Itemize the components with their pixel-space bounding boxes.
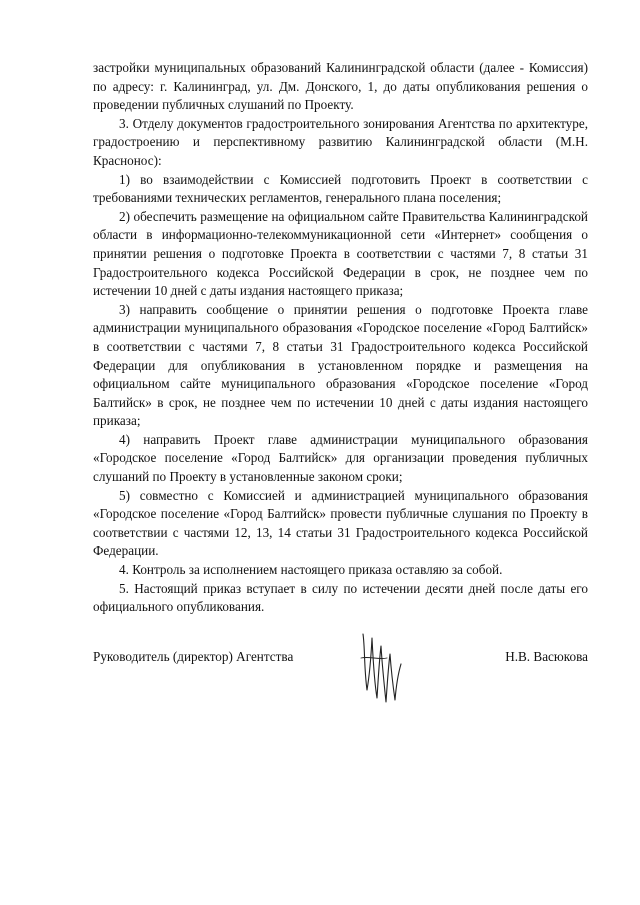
paragraph-subitem-2: 2) обеспечить размещение на официальном сайте Правительства Калининградской области в информационно-телекоммуникационной сети «Интернет» сообщения о принятии решения о подготовке Проекта в соответствии с частями 7, 8 статьи 31 Градостроительного кодекса Российской Федерации в срок, не позднее чем по истечении 10 дней с даты издания настоящего приказа;: [93, 208, 588, 299]
signatory-title: Руководитель (директор) Агентства: [93, 649, 294, 664]
paragraph-subitem-4: 4) направить Проект главе администрации муниципального образования «Городское поселение «Город Балтийск» для организации проведения публичных слушаний по Проекту в установленные законом сроки;: [93, 431, 588, 485]
signature-block: [93, 628, 588, 708]
document-body: [93, 59, 588, 617]
paragraph-subitem-3: 3) направить сообщение о принятии решения о подготовке Проекта главе администрации муниципального образования «Городское поселение «Город Балтийск» в соответствии с частями 7, 8 статьи 31 Градостроительного кодекса Российской Федерации для опубликования в установленном порядке и размещения на официальном сайте муниципального образования «Городское поселение «Город Балтийск» в срок, не позднее чем по истечении 10 дней с даты издания настоящего приказа;: [93, 301, 588, 429]
paragraph-item-5: 5. Настоящий приказ вступает в силу по истечении десяти дней после даты его официального опубликования.: [93, 580, 588, 615]
paragraph-subitem-5: 5) совместно с Комиссией и администрацией муниципального образования «Городское поселение «Город Балтийск» провести публичные слушания по Проекту в соответствии с частями 12, 13, 14 статьи 31 Градостроительного кодекса Российской Федерации.: [93, 487, 588, 559]
paragraph-item-3: 3. Отделу документов градостроительного зонирования Агентства по архитектуре, градостроению и перспективному развитию Калининградской области (М.Н. Краснонос):: [93, 115, 588, 168]
handwritten-signature: [357, 628, 407, 708]
paragraph-item-4: 4. Контроль за исполнением настоящего приказа оставляю за собой.: [119, 562, 503, 578]
paragraph-subitem-1: 1) во взаимодействии с Комиссией подготовить Проект в соответствии с требованиями технических регламентов, генерального плана поселения;: [93, 171, 588, 206]
paragraph-commission-address: застройки муниципальных образований Калининградской области (далее - Комиссия) по адресу: г. Калининград, ул. Дм. Донского, 1, до даты опубликования решения о проведении публичных слушаний по Проекту.: [93, 60, 588, 113]
signatory-name: Н.В. Васюкова: [505, 649, 588, 664]
